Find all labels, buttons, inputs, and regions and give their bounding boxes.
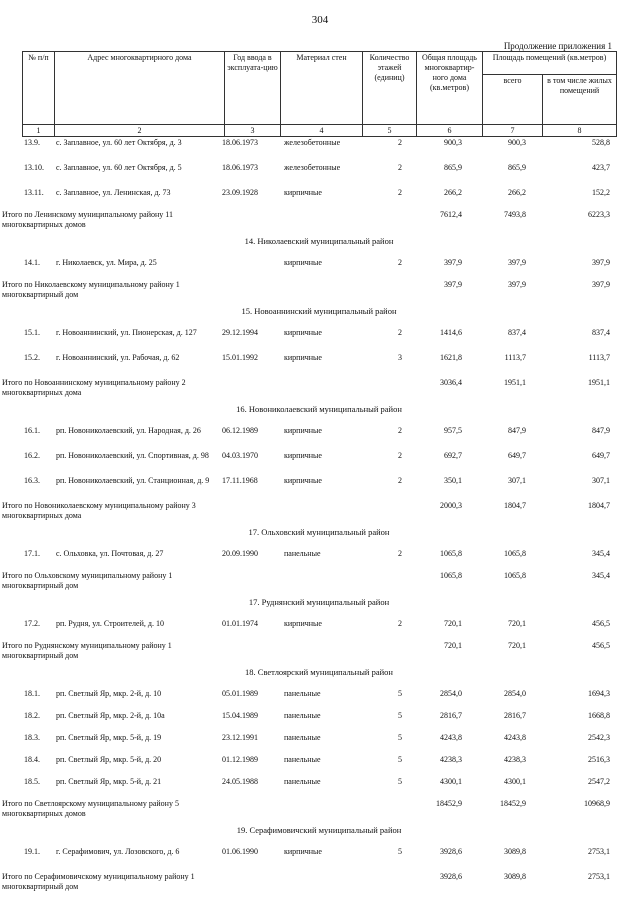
row-premises-all: 4238,3	[504, 755, 526, 764]
row-year: 04.03.1970	[222, 451, 258, 460]
row-premises-living: 1668,8	[588, 711, 610, 720]
row-year: 15.01.1992	[222, 353, 258, 362]
row-total-area: 266,2	[444, 188, 462, 197]
row-floors: 5	[398, 711, 402, 720]
header-total-area: Общая площадь многоквартир-ного дома (кв.метров)	[417, 52, 483, 125]
row-material: кирпичные	[284, 426, 322, 435]
row-premises-all: 4300,1	[504, 777, 526, 786]
row-total-area: 900,3	[444, 138, 462, 147]
row-premises-all: 3089,8	[504, 847, 526, 856]
row-material: железобетонные	[284, 138, 341, 147]
total-area: 720,1	[444, 641, 462, 650]
total-area: 1065,8	[440, 571, 462, 580]
row-total-area: 397,9	[444, 258, 462, 267]
row-premises-all: 2854,0	[504, 689, 526, 698]
total-label: Итого по Ольховскому муниципальному району 1 многоквартирный дом	[2, 571, 173, 590]
row-material: железобетонные	[284, 163, 341, 172]
row-floors: 5	[398, 777, 402, 786]
row-premises-all: 307,1	[508, 476, 526, 485]
row-number: 18.2.	[24, 711, 40, 720]
row-floors: 5	[398, 755, 402, 764]
total-area: 3036,4	[440, 378, 462, 387]
row-year: 17.11.1968	[222, 476, 258, 485]
row-premises-all: 865,9	[508, 163, 526, 172]
row-year: 18.06.1973	[222, 163, 258, 172]
row-premises-living: 2516,3	[588, 755, 610, 764]
row-premises-living: 152,2	[592, 188, 610, 197]
row-number: 17.2.	[24, 619, 40, 628]
row-premises-living: 456,5	[592, 619, 610, 628]
header-colnum: 5	[363, 125, 417, 137]
header-material: Материал стен	[281, 52, 363, 125]
total-premises-living: 456,5	[592, 641, 610, 650]
row-number: 18.1.	[24, 689, 40, 698]
row-total-area: 692,7	[444, 451, 462, 460]
row-address: рп. Новониколаевский, ул. Станционная, д. 9	[56, 476, 210, 485]
row-total-area: 720,1	[444, 619, 462, 628]
row-material: кирпичные	[284, 328, 322, 337]
row-number: 15.2.	[24, 353, 40, 362]
row-premises-all: 1065,8	[504, 549, 526, 558]
header-num: № п/п	[23, 52, 55, 125]
total-premises-all: 18452,9	[500, 799, 526, 808]
total-label: Итого по Светлоярскому муниципальному району 5 многоквартирных домов	[2, 799, 179, 818]
row-premises-all: 837,4	[508, 328, 526, 337]
row-number: 13.11.	[24, 188, 44, 197]
row-premises-living: 2547,2	[588, 777, 610, 786]
total-label: Итого по Новоаннинскому муниципальному району 2 многоквартирных дома	[2, 378, 186, 397]
row-floors: 5	[398, 733, 402, 742]
row-premises-all: 649,7	[508, 451, 526, 460]
row-total-area: 865,9	[444, 163, 462, 172]
row-address: с. Заплавное, ул. 60 лет Октября, д. 5	[56, 163, 182, 172]
row-total-area: 4238,3	[440, 755, 462, 764]
row-year: 24.05.1988	[222, 777, 258, 786]
row-premises-living: 837,4	[592, 328, 610, 337]
header-colnum: 1	[23, 125, 55, 137]
total-premises-all: 720,1	[508, 641, 526, 650]
row-floors: 2	[398, 163, 402, 172]
row-total-area: 957,5	[444, 426, 462, 435]
row-floors: 5	[398, 847, 402, 856]
header-colnum: 8	[543, 125, 617, 137]
row-premises-living: 649,7	[592, 451, 610, 460]
row-floors: 2	[398, 549, 402, 558]
row-premises-all: 2816,7	[504, 711, 526, 720]
row-number: 18.5.	[24, 777, 40, 786]
row-year: 29.12.1994	[222, 328, 258, 337]
row-material: панельные	[284, 777, 321, 786]
row-material: панельные	[284, 549, 321, 558]
row-number: 13.10.	[24, 163, 44, 172]
row-number: 18.3.	[24, 733, 40, 742]
row-address: г. Новоаннинский, ул. Рабочая, д. 62	[56, 353, 180, 362]
row-premises-living: 397,9	[592, 258, 610, 267]
row-address: с. Заплавное, ул. 60 лет Октября, д. 3	[56, 138, 182, 147]
row-premises-all: 900,3	[508, 138, 526, 147]
header-floors: Количество этажей (единиц)	[363, 52, 417, 125]
row-premises-living: 528,8	[592, 138, 610, 147]
total-label: Итого по Николаевскому муниципальному району 1 многоквартирный дом	[2, 280, 180, 299]
region-heading: 15. Новоаннинский муниципальный район	[241, 306, 397, 316]
row-premises-living: 345,4	[592, 549, 610, 558]
row-total-area: 4243,8	[440, 733, 462, 742]
row-material: панельные	[284, 689, 321, 698]
header-all: всего	[483, 75, 543, 125]
total-premises-all: 7493,8	[504, 210, 526, 219]
row-material: кирпичные	[284, 188, 322, 197]
row-material: панельные	[284, 733, 321, 742]
row-material: кирпичные	[284, 619, 322, 628]
region-heading: 17. Руднянский муниципальный район	[248, 597, 390, 607]
row-material: кирпичные	[284, 258, 322, 267]
total-area: 18452,9	[436, 799, 462, 808]
row-floors: 2	[398, 451, 402, 460]
row-premises-living: 2542,3	[588, 733, 610, 742]
row-floors: 5	[398, 689, 402, 698]
row-total-area: 1621,8	[440, 353, 462, 362]
row-material: кирпичные	[284, 476, 322, 485]
total-area: 397,9	[444, 280, 462, 289]
total-premises-living: 345,4	[592, 571, 610, 580]
row-premises-all: 4243,8	[504, 733, 526, 742]
header-colnum: 3	[225, 125, 281, 137]
header-colnum: 6	[417, 125, 483, 137]
row-total-area: 1065,8	[440, 549, 462, 558]
row-premises-all: 1113,7	[504, 353, 526, 362]
page-number: 304	[311, 14, 329, 26]
row-number: 19.1.	[24, 847, 40, 856]
region-heading: 16. Новониколаевский муниципальный район	[236, 404, 402, 414]
row-year: 06.12.1989	[222, 426, 258, 435]
header-premises-area: Площадь помещений (кв.метров)	[483, 52, 617, 75]
row-floors: 2	[398, 476, 402, 485]
row-material: кирпичные	[284, 353, 322, 362]
total-premises-living: 2753,1	[588, 872, 610, 881]
row-address: рп. Новониколаевский, ул. Спортивная, д. 98	[56, 451, 209, 460]
total-premises-all: 1065,8	[504, 571, 526, 580]
row-floors: 2	[398, 426, 402, 435]
row-address: рп. Новониколаевский, ул. Народная, д. 26	[56, 426, 201, 435]
row-material: панельные	[284, 755, 321, 764]
header-living: в том числе жилых помещений	[543, 75, 617, 125]
header-colnum: 2	[55, 125, 225, 137]
row-address: г. Новоаннинский, ул. Пионерская, д. 127	[56, 328, 197, 337]
row-address: с. Заплавное, ул. Ленинская, д. 73	[56, 188, 171, 197]
row-total-area: 4300,1	[440, 777, 462, 786]
row-address: рп. Светлый Яр, мкр. 5-й, д. 20	[56, 755, 162, 764]
row-floors: 2	[398, 188, 402, 197]
row-floors: 2	[398, 138, 402, 147]
row-material: панельные	[284, 711, 321, 720]
row-total-area: 3928,6	[440, 847, 462, 856]
total-premises-all: 397,9	[508, 280, 526, 289]
row-total-area: 2854,0	[440, 689, 462, 698]
total-label: Итого по Руднянскому муниципальному району 1 многоквартирный дом	[2, 641, 172, 660]
total-premises-all: 1951,1	[504, 378, 526, 387]
row-number: 16.1.	[24, 426, 40, 435]
continuation-note: Продолжение приложения 1	[503, 41, 612, 51]
total-label: Итого по Серафимовичскому муниципальному району 1 многоквартирный дом	[2, 872, 195, 891]
region-heading: 19. Серафимовичский муниципальный район	[236, 825, 402, 835]
region-heading: 18. Светлоярский муниципальный район	[245, 667, 393, 677]
total-area: 2000,3	[440, 501, 462, 510]
row-floors: 2	[398, 619, 402, 628]
total-area: 7612,4	[440, 210, 462, 219]
total-premises-living: 1951,1	[588, 378, 610, 387]
row-number: 13.9.	[24, 138, 40, 147]
total-premises-living: 6223,3	[588, 210, 610, 219]
row-floors: 2	[398, 258, 402, 267]
row-premises-all: 720,1	[508, 619, 526, 628]
row-address: рп. Светлый Яр, мкр. 2-й, д. 10	[56, 689, 162, 698]
row-premises-living: 423,7	[592, 163, 610, 172]
row-year: 23.12.1991	[222, 733, 258, 742]
total-premises-all: 3089,8	[504, 872, 526, 881]
row-address: г. Николаевск, ул. Мира, д. 25	[56, 258, 157, 267]
row-floors: 2	[398, 328, 402, 337]
total-premises-all: 1804,7	[504, 501, 526, 510]
row-premises-all: 847,9	[508, 426, 526, 435]
total-premises-living: 1804,7	[588, 501, 610, 510]
row-premises-living: 1113,7	[588, 353, 610, 362]
total-area: 3928,6	[440, 872, 462, 881]
header-year: Год ввода в эксплуата-цию	[225, 52, 281, 125]
row-year: 15.04.1989	[222, 711, 258, 720]
row-number: 14.1.	[24, 258, 40, 267]
row-address: рп. Светлый Яр, мкр. 5-й, д. 21	[56, 777, 162, 786]
row-premises-living: 847,9	[592, 426, 610, 435]
region-heading: 17. Ольховский муниципальный район	[248, 527, 390, 537]
row-year: 23.09.1928	[222, 188, 258, 197]
row-total-area: 1414,6	[440, 328, 462, 337]
row-year: 01.12.1989	[222, 755, 258, 764]
row-address: рп. Светлый Яр, мкр. 2-й, д. 10а	[56, 711, 165, 720]
row-number: 16.2.	[24, 451, 40, 460]
row-premises-all: 397,9	[508, 258, 526, 267]
total-premises-living: 10968,9	[584, 799, 610, 808]
row-material: кирпичные	[284, 451, 322, 460]
header-colnum: 4	[281, 125, 363, 137]
row-number: 15.1.	[24, 328, 40, 337]
row-premises-living: 1694,3	[588, 689, 610, 698]
row-premises-living: 2753,1	[588, 847, 610, 856]
total-premises-living: 397,9	[592, 280, 610, 289]
table-header	[22, 51, 617, 137]
row-number: 16.3.	[24, 476, 40, 485]
row-year: 01.06.1990	[222, 847, 258, 856]
row-premises-living: 307,1	[592, 476, 610, 485]
row-floors: 3	[398, 353, 402, 362]
row-year: 18.06.1973	[222, 138, 258, 147]
row-year: 05.01.1989	[222, 689, 258, 698]
row-total-area: 2816,7	[440, 711, 462, 720]
region-heading: 14. Николаевский муниципальный район	[244, 236, 394, 246]
row-year: 20.09.1990	[222, 549, 258, 558]
row-address: рп. Светлый Яр, мкр. 5-й, д. 19	[56, 733, 162, 742]
row-year: 01.01.1974	[222, 619, 258, 628]
row-number: 17.1.	[24, 549, 40, 558]
row-address: г. Серафимович, ул. Лозовского, д. 6	[56, 847, 180, 856]
row-premises-all: 266,2	[508, 188, 526, 197]
row-address: с. Ольховка, ул. Почтовая, д. 27	[56, 549, 164, 558]
row-total-area: 350,1	[444, 476, 462, 485]
row-address: рп. Рудня, ул. Строителей, д. 10	[56, 619, 164, 628]
total-label: Итого по Ленинскому муниципальному району 11 многоквартирных домов	[2, 210, 173, 229]
row-number: 18.4.	[24, 755, 40, 764]
header-address: Адрес многоквартирного дома	[55, 52, 225, 125]
row-material: кирпичные	[284, 847, 322, 856]
total-label: Итого по Новониколаевскому муниципальному району 3 многоквартирных дома	[2, 501, 196, 520]
header-colnum: 7	[483, 125, 543, 137]
